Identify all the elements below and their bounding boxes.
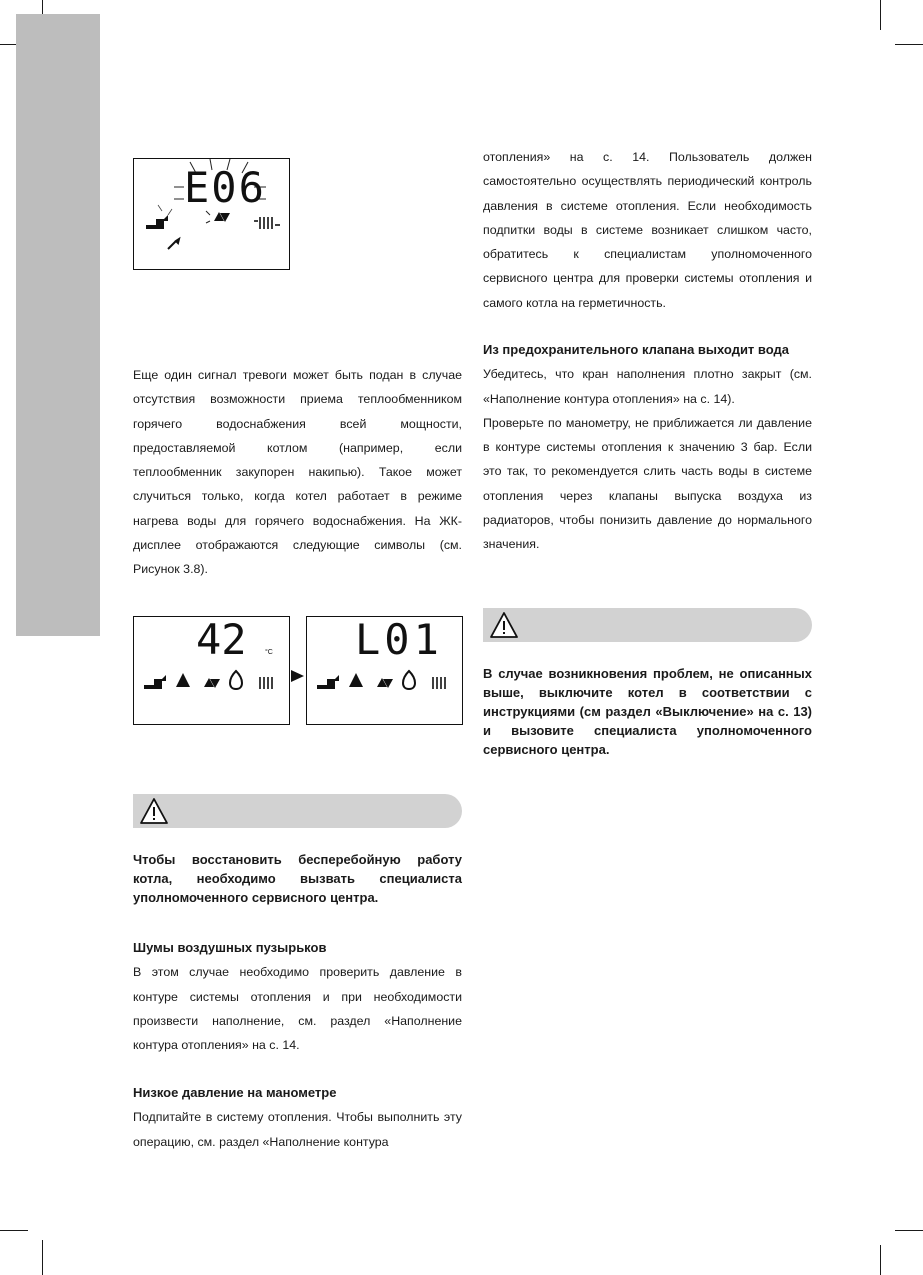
warning-bar (483, 608, 812, 642)
lcd-code: L01 (355, 615, 443, 664)
lcd-display-e06 (133, 158, 290, 270)
heading-pressure: Низкое давление на манометре (133, 1085, 337, 1100)
crop-mark (42, 1240, 43, 1275)
lcd-temperature: 42 (196, 615, 247, 664)
crop-mark (895, 44, 923, 45)
tap-icon (144, 675, 166, 689)
pump-icon (204, 678, 220, 688)
paragraph-pressure: Подпитайте в систему отопления. Чтобы выполнить эту операцию, см. раздел «Наполнение контура (133, 1110, 462, 1149)
paragraph-valve-1: Убедитесь, что кран наполнения плотно закрыт (см. «Наполнение контура отопления» на с. 14). (483, 367, 812, 406)
side-tab (16, 14, 100, 636)
flame-icon (403, 671, 415, 689)
flame-flash-icon (158, 205, 172, 215)
lcd-code: E06 (184, 163, 266, 212)
lcd-graphic (307, 617, 462, 724)
warning-icon (139, 797, 169, 825)
pump-icon (206, 211, 230, 223)
paragraph-continued: отопления» на с. 14. Пользователь должен самостоятельно осуществлять периодический контроль давления в системе отопления. Если необходимость подпитки воды в системе возникает слишком часто, обратитесь к специалистам уполномоченного сервисного центра для проверки системы отопления и самого котла на герметичность. (483, 150, 812, 310)
lcd-unit: °C (265, 649, 273, 656)
noise-section (133, 936, 462, 1057)
warning-bar (133, 794, 462, 828)
wrench-icon (168, 239, 179, 249)
lcd-graphic (134, 617, 289, 724)
right-warning-block (483, 664, 812, 759)
crop-mark (880, 0, 881, 30)
warning-icon (489, 611, 519, 639)
paragraph-noise: В этом случае необходимо проверить давление в контуре системы отопления и при необходимости произвести наполнение, см. раздел «Наполнение контура отопления» на с. 14. (133, 965, 462, 1053)
warning-text: В случае возникновения проблем, не описанных выше, выключите котел в соответствии с инструкциями (см раздел «Выключение» на с. 13) и вызовите специалиста уполномоченного сервисного центра. (483, 666, 812, 757)
heading-valve: Из предохранительного клапана выходит вода (483, 342, 789, 357)
crop-mark (880, 1245, 881, 1275)
lcd-display-temperature (133, 616, 290, 725)
arrow-right-icon (290, 669, 306, 683)
paragraph-intro: Еще один сигнал тревоги может быть подан в случае отсутствия возможности приема теплообменником горячего водоснабжения всей мощности, предоставляемой котлом (например, если теплообменник закупорен накипью). Такое может случиться только, когда котел работает в режиме нагрева воды для горячего водоснабжения. На ЖК-дисплее отображаются следующие символы (см. Рисунок 3.8). (133, 368, 462, 577)
lcd-display-l01 (306, 616, 463, 725)
crop-mark (0, 1230, 28, 1231)
warning-text: Чтобы восстановить бесперебойную работу котла, необходимо вызвать специалиста уполномоченного сервисного центра. (133, 852, 462, 905)
crop-mark (895, 1230, 923, 1231)
radiator-icon (433, 677, 445, 689)
left-column (133, 363, 462, 582)
tap-icon (317, 675, 339, 689)
warning-triangle-icon (349, 673, 363, 687)
left-warning-block (133, 850, 462, 907)
flame-icon (230, 671, 242, 689)
warning-triangle-icon (176, 673, 190, 687)
radiator-icon (260, 677, 272, 689)
heading-noise: Шумы воздушных пузырьков (133, 940, 327, 955)
valve-section (483, 338, 812, 557)
pump-icon (377, 678, 393, 688)
paragraph-valve-2: Проверьте по манометру, не приближается ли давление в контуре системы отопления к значению 3 бар. Если это так, то рекомендуется слить часть воды в системе отопления через клапаны выпуска воздуха из радиаторов, чтобы понизить давление до нормального значения. (483, 415, 812, 552)
radiator-icon (254, 217, 280, 229)
pressure-section (133, 1081, 462, 1154)
tap-icon (146, 215, 168, 229)
right-column-top (483, 145, 812, 315)
